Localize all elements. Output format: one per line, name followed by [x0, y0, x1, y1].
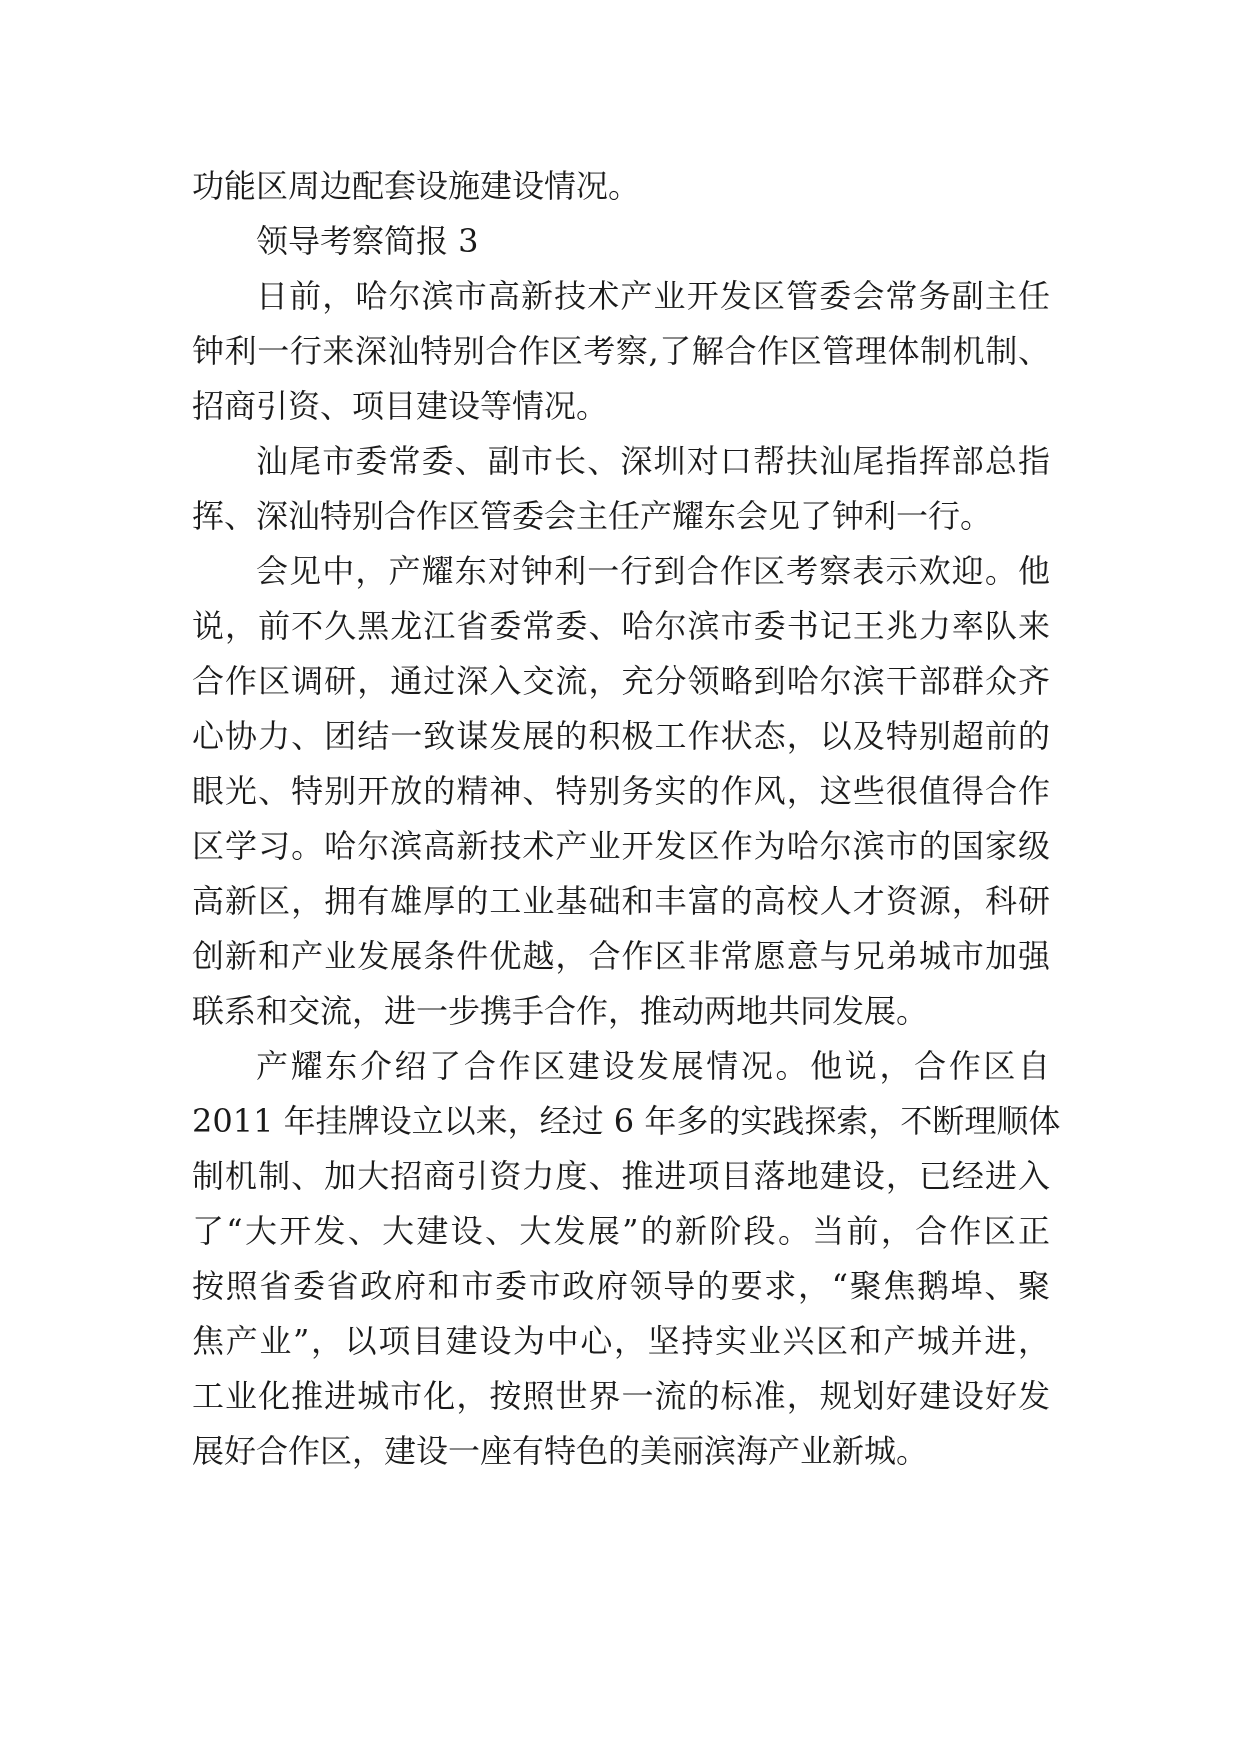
- text-line: 眼光、特别开放的精神、特别务实的作风，这些很值得合作: [192, 772, 1050, 810]
- text-line: 合作区调研，通过深入交流，充分领略到哈尔滨干部群众齐: [192, 662, 1050, 700]
- text-line: 2011 年挂牌设立以来，经过 6 年多的实践探索，不断理顺体: [192, 1102, 1061, 1140]
- text-line: 区学习。哈尔滨高新技术产业开发区作为哈尔滨市的国家级: [192, 827, 1050, 865]
- text-line: 创新和产业发展条件优越，合作区非常愿意与兄弟城市加强: [192, 937, 1050, 975]
- text-line: 领导考察简报 3: [256, 222, 479, 260]
- text-line: 了“大开发、大建设、大发展”的新阶段。当前，合作区正: [192, 1212, 1050, 1250]
- text-line: 功能区周边配套设施建设情况。: [192, 167, 641, 205]
- text-line: 钟利一行来深汕特别合作区考察,了解合作区管理体制机制、: [192, 332, 1050, 370]
- document-body: [192, 159, 1061, 1479]
- text-line: 工业化推进城市化，按照世界一流的标准，规划好建设好发: [192, 1377, 1050, 1415]
- text-line: 焦产业”，以项目建设为中心，坚持实业兴区和产城并进，: [192, 1322, 1050, 1360]
- text-line: 说，前不久黑龙江省委常委、哈尔滨市委书记王兆力率队来: [192, 607, 1050, 645]
- text-line: 按照省委省政府和市委市政府领导的要求，“聚焦鹅埠、聚: [192, 1267, 1050, 1305]
- text-line: 心协力、团结一致谋发展的积极工作状态，以及特别超前的: [192, 717, 1050, 755]
- text-line: 制机制、加大招商引资力度、推进项目落地建设，已经进入: [192, 1157, 1050, 1195]
- text-line: 汕尾市委常委、副市长、深圳对口帮扶汕尾指挥部总指: [256, 442, 1050, 480]
- text-line: 会见中，产耀东对钟利一行到合作区考察表示欢迎。他: [256, 552, 1050, 590]
- text-line: 联系和交流，进一步携手合作，推动两地共同发展。: [192, 992, 929, 1030]
- text-line: 展好合作区，建设一座有特色的美丽滨海产业新城。: [192, 1432, 929, 1470]
- text-line: 高新区，拥有雄厚的工业基础和丰富的高校人才资源，科研: [192, 882, 1050, 920]
- text-line: 挥、深汕特别合作区管委会主任产耀东会见了钟利一行。: [192, 497, 993, 535]
- text-line: 日前，哈尔滨市高新技术产业开发区管委会常务副主任: [256, 277, 1050, 315]
- text-line: 招商引资、项目建设等情况。: [192, 387, 609, 425]
- text-line: 产耀东介绍了合作区建设发展情况。他说，合作区自: [256, 1047, 1050, 1085]
